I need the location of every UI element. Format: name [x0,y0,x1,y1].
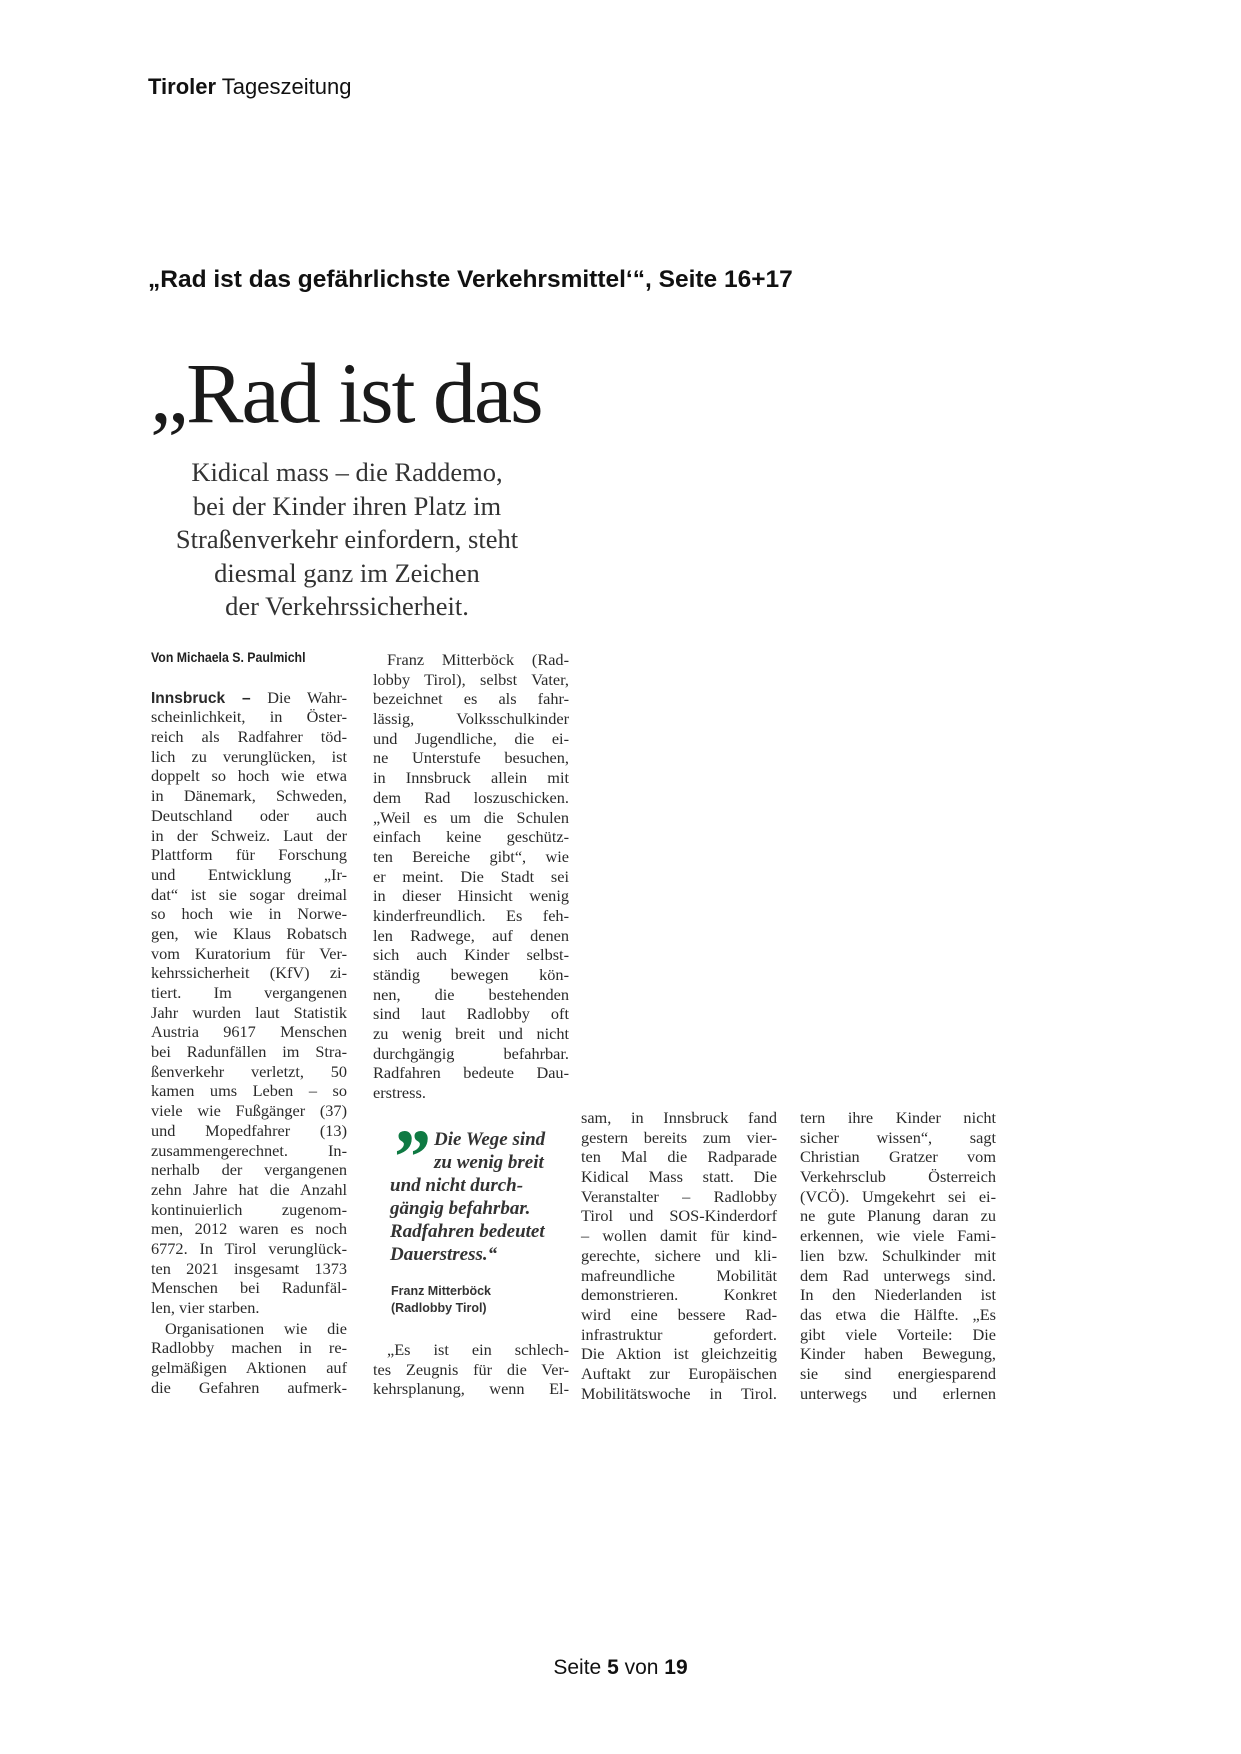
current-page: 5 [607,1656,619,1679]
text-line: In den Niederlanden ist [800,1285,996,1305]
text-line: bei der Kinder ihren Platz im [192,490,502,521]
text-line: Radfahren bedeutet [390,1221,545,1242]
dateline: Innsbruck – [151,689,251,707]
text-line: und Jugendliche, die ei- [373,728,569,748]
text-line: erkennen, wie viele Fami- [800,1226,996,1246]
text-line: Christian Gratzer vom [800,1147,996,1167]
text-line: sich auch Kinder selbst- [373,945,569,965]
text-line: (VCÖ). Umgekehrt sei ei- [800,1186,996,1206]
text-line: kehrsplanung, wenn El- [373,1379,569,1399]
text-line: kontinuierlich zugenom- [151,1199,347,1219]
text-line: kehrssicherheit (KfV) zi- [151,963,347,983]
text-line: Kidical mass – die Raddemo, [191,457,503,487]
quote-attribution [391,1283,491,1317]
text-line: len Radwege, auf denen [373,925,569,945]
text-line: Radlobby machen in re- [151,1338,347,1358]
article-subhead [147,456,547,624]
column-2-continued [373,1340,569,1399]
text-line: ne gute Planung daran zu [800,1206,996,1226]
text-line: das etwa die Hälfte. „Es [800,1304,996,1324]
paragraph [151,1319,347,1398]
text-line: Radfahren bedeute Dau- [373,1063,569,1083]
text-line: Organisationen wie die [165,1318,347,1338]
text-line: men, 2012 waren es noch [151,1219,347,1239]
text-line: Tirol und SOS-Kinderdorf [581,1206,777,1226]
text-line: lien bzw. Schulkinder mit [800,1245,996,1265]
paragraph [373,650,569,1103]
text-line: ten 2021 insgesamt 1373 [151,1258,347,1278]
text-line: Veranstalter – Radlobby [581,1186,777,1206]
text-line: gen, wie Klaus Robatsch [151,923,347,943]
text-line: lobby Tirol), selbst Vater, [373,669,569,689]
text-line: in Dänemark, Schweden, [151,786,347,806]
text-line: in dieser Hinsicht wenig [373,886,569,906]
text-line: sam, in Innsbruck fand [581,1108,777,1127]
text-line: Kidical Mass statt. Die [581,1167,777,1187]
text-line: ten Bereiche gibt“, wie [373,846,569,866]
text-line: der Verkehrssicherheit. [225,591,469,622]
text-line: Franz Mitterböck (Rad- [387,650,569,669]
text-line: demonstrieren. Konkret [581,1285,777,1305]
total-pages: 19 [664,1656,688,1679]
text-line: infrastruktur gefordert. [581,1324,777,1344]
text-line: – wollen damit für kind- [581,1226,777,1246]
text-line: tern ihre Kinder nicht [800,1108,996,1127]
text-line: „Es ist ein schlech- [387,1340,569,1359]
brand-rest: Tageszeitung [221,74,352,99]
footer-prefix: Seite [553,1656,602,1679]
text-line: nen, die bestehenden [373,984,569,1004]
text-line: wird eine bessere Rad- [581,1304,777,1324]
text-line: erstress. [373,1083,426,1103]
text-line: gestern bereits zum vier- [581,1127,777,1147]
text-line: bei Radunfällen im Stra- [151,1042,347,1062]
text-line: Dauerstress.“ [390,1244,498,1265]
text-line: kinderfreundlich. Es feh- [373,905,569,925]
text-line: scheinlichkeit, in Öster- [151,707,347,727]
paragraph [151,707,347,1317]
text-line: Kinder haben Bewegung, [800,1344,996,1364]
text-line: bezeichnet es als fahr- [373,689,569,709]
quote-mark-icon: ” [390,1113,423,1200]
text-line: Plattform für Forschung [151,845,347,865]
text-line: Austria 9617 Menschen [151,1022,347,1042]
text-line: einfach keine geschütz- [373,827,569,847]
text-line: zu wenig breit [434,1152,544,1173]
text-line: Mobilitätswoche in Tirol. [581,1383,777,1403]
text-line: gibt viele Vorteile: Die [800,1324,996,1344]
paragraph [581,1108,777,1403]
text-line: Die Wege sind [434,1129,546,1150]
text-line: durchgängig befahrbar. [373,1043,569,1063]
text-line: und Entwicklung „Ir- [151,864,347,884]
text-line: dem Rad loszuschicken. [373,787,569,807]
text-line: so hoch wie in Norwe- [151,904,347,924]
text-line: „Weil es um die Schulen [373,807,569,827]
article-headline: „Rad ist das [150,345,542,441]
text-line: lässig, Volksschulkinder [373,709,569,729]
text-line: sie sind energiesparend [800,1363,996,1383]
text-line: Verkehrsclub Österreich [800,1167,996,1187]
text-line: in Innsbruck allein mit [373,768,569,788]
text-line: diesmal ganz im Zeichen [214,557,480,588]
quote-org: (Radlobby Tirol) [391,1301,487,1315]
text-line: mafreundliche Mobilität [581,1265,777,1285]
text-line: gelmäßigen Aktionen auf [151,1358,347,1378]
text-line: len, vier starben. [151,1298,260,1318]
text-line: dem Rad unterwegs sind. [800,1265,996,1285]
text-line: sicher wissen“, sagt [800,1127,996,1147]
text-line: ständig bewegen kön- [373,965,569,984]
text-line: ten Mal die Radparade [581,1147,777,1167]
text-line: gerechte, sichere und kli- [581,1245,777,1265]
text-line: vom Kuratorium für Ver- [151,943,347,963]
text-line: reich als Radfahrer töd- [151,727,347,747]
text-line: Jahr wurden laut Statistik [151,1002,347,1022]
text-line: dat“ ist sie sogar dreimal [151,884,347,904]
text-line: ßenverkehr verletzt, 50 [151,1061,347,1081]
text-line: nerhalb der vergangenen [151,1160,347,1180]
byline: Von Michaela S. Paulmichl [151,649,306,665]
text-line: zusammengerechnet. In- [151,1140,347,1160]
footer-mid: von [624,1656,659,1679]
text-line: die Gefahren aufmerk- [151,1377,347,1397]
paragraph [800,1108,996,1403]
text-line: Straßenverkehr einfordern, steht [175,524,519,555]
text-line: kamen ums Leben – so [151,1081,347,1101]
text-line: ne Unterstufe besuchen, [373,748,569,768]
text-line: 6772. In Tirol verunglück- [151,1238,347,1258]
text-line: er meint. Die Stadt sei [373,866,569,886]
paragraph [373,1340,569,1399]
column-2 [373,650,569,1103]
column-3 [581,1108,777,1403]
text-line: lich zu verunglücken, ist [151,746,347,766]
text-line: Menschen bei Radunfäl- [151,1278,347,1298]
pull-quote [390,1113,590,1266]
text-line: viele wie Fußgänger (37) [151,1101,347,1121]
text-line: in der Schweiz. Laut der [151,825,347,845]
text-line: gängig befahrbar. [390,1198,531,1219]
lead-text: Die Wahr- [250,687,347,707]
text-line: tes Zeugnis für die Ver- [373,1359,569,1379]
text-line: sind laut Radlobby oft [373,1004,569,1024]
text-line: unterwegs und erlernen [800,1383,996,1403]
column-1 [151,648,347,1397]
text-line: Deutschland oder auch [151,805,347,825]
lead-line [151,688,347,708]
text-line: Die Aktion ist gleichzeitig [581,1344,777,1364]
text-line: zu wenig breit und nicht [373,1024,569,1044]
text-line: zehn Jahre hat die Anzahl [151,1179,347,1199]
column-4 [800,1108,996,1403]
quote-author: Franz Mitterböck [391,1284,492,1298]
text-line: und Mopedfahrer (13) [151,1120,347,1140]
newspaper-name [148,74,351,100]
text-line: Auftakt zur Europäischen [581,1363,777,1383]
brand-bold: Tiroler [148,74,217,99]
text-line: und nicht durch- [390,1175,524,1196]
text-line: doppelt so hoch wie etwa [151,766,347,786]
page-number [0,1656,1241,1680]
text-line: tiert. Im vergangenen [151,983,347,1003]
document-title: „Rad ist das gefährlichste Verkehrsmittel‘“, Seite 16+17 [148,266,793,293]
